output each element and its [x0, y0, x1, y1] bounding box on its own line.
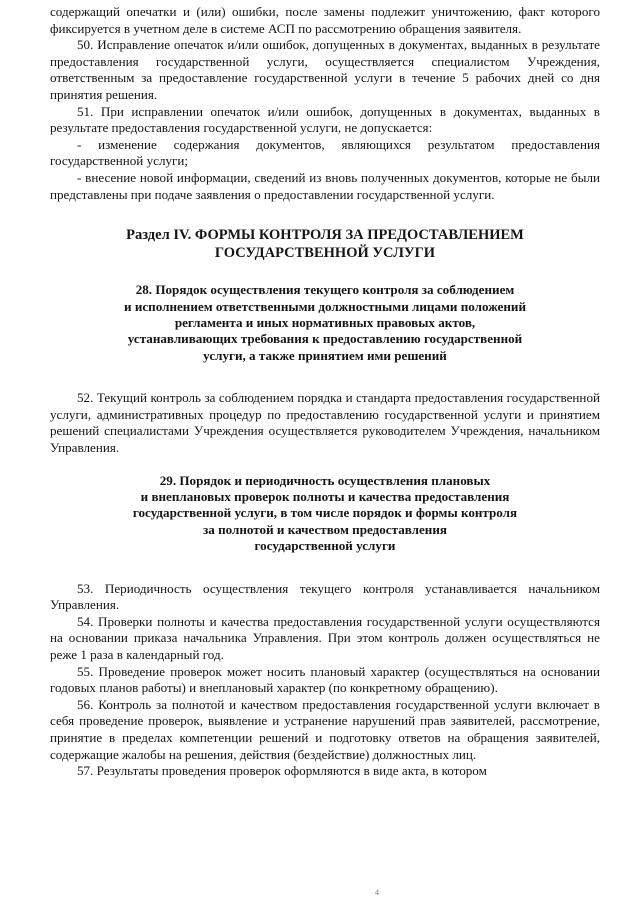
paragraph-51-item-2: - внесение новой информации, сведений из вновь полученных документов, которые не были представлены при подаче заявления о предоставлении государственной услуги. — [50, 169, 600, 202]
subsection-28-title-line: регламента и иных нормативных правовых актов, — [174, 314, 476, 330]
subsection-29-title — [50, 473, 600, 555]
subsection-29-title-line: 29. Порядок и периодичность осуществления плановых — [159, 472, 491, 488]
section-4-title-line: ГОСУДАРСТВЕННОЙ УСЛУГИ — [214, 244, 436, 261]
subsection-28-title-line: 28. Порядок осуществления текущего контроля за соблюдением — [135, 282, 515, 298]
paragraph-53: 53. Периодичность осуществления текущего контроля устанавливается начальником Управления. — [50, 580, 600, 613]
paragraph-50: 50. Исправление опечаток и/или ошибок, допущенных в документах, выданных в результате предоставления государственной услуги, осуществляется специалистом Учреждения, ответственным за предоставление государственной услуги в течение 5 рабочих дней со дня принятия решения. — [50, 37, 600, 102]
subsection-29-title-line: и внеплановых проверок полноты и качества предоставления — [140, 488, 510, 504]
paragraph-continuation: содержащий опечатки и (или) ошибки, после замены подлежит уничтожению, факт которого фиксируется в учетном деле в системе АСП по рассмотрению обращения заявителя. — [50, 4, 600, 36]
paragraph-52: 52. Текущий контроль за соблюдением порядка и стандарта предоставления государственной услуги, административных процедур по предоставлению государственной услуги и принятием решений специалистами Учреждения осуществляется руководителем Учреждения, начальником Управления. — [50, 390, 600, 455]
paragraph-51: 51. При исправлении опечаток и/или ошибок, допущенных в документах, выданных в результате предоставления государственной услуги, не допускается: — [50, 103, 600, 136]
paragraph-51-item-1: - изменение содержания документов, являющихся результатом предоставления государственной услуги; — [50, 136, 600, 169]
section-4-title-line: Раздел IV. ФОРМЫ КОНТРОЛЯ ЗА ПРЕДОСТАВЛЕНИЕМ — [126, 227, 524, 244]
subsection-28-title-line: и исполнением ответственными должностными лицами положений — [124, 298, 526, 314]
section-4-title — [50, 227, 600, 262]
subsection-28-title-line: устанавливающих требования к предоставлению государственной — [127, 331, 523, 347]
subsection-28-title-line: услуги, а также принятием ими решений — [203, 347, 447, 363]
subsection-29-title-line: государственной услуги — [254, 538, 396, 554]
page-mark: 4 — [375, 888, 379, 897]
paragraph-55: 55. Проведение проверок может носить плановый характер (осуществляться на основании годовых планов работы) и внеплановый характер (по конкретному обращению). — [50, 663, 600, 696]
paragraph-56: 56. Контроль за полнотой и качеством предоставления государственной услуги включает в себя проведение проверок, выявление и устранение нарушений прав заявителей, рассмотрение, принятие в пределах компетенции решений и подготовку ответов на обращения заявителей, содержащие жалобы на решения, действия (бездействие) должностных лиц. — [50, 696, 600, 762]
subsection-29-title-line: государственной услуги, в том числе порядок и формы контроля — [132, 505, 518, 521]
paragraph-54: 54. Проверки полноты и качества предоставления государственной услуги осуществляются на основании приказа начальника Управления. При этом контроль должен осуществляться не реже 1 раза в календарный год. — [50, 613, 600, 662]
paragraph-57: 57. Результаты проведения проверок оформляются в виде акта, в котором — [77, 763, 487, 779]
subsection-29-title-line: за полнотой и качеством предоставления — [203, 521, 447, 537]
subsection-28-title — [50, 282, 600, 364]
